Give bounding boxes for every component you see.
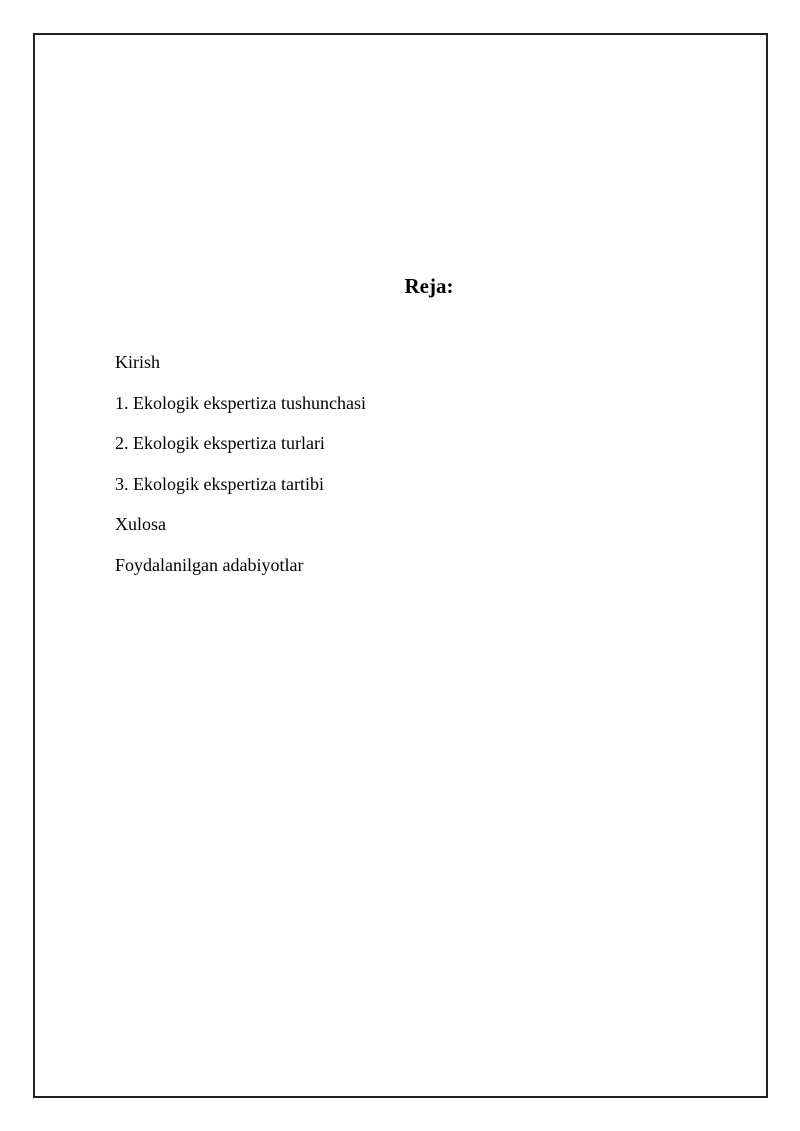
plan-item-3: 3. Ekologik ekspertiza tartibi	[115, 473, 324, 494]
plan-list	[115, 350, 366, 594]
plan-item-conclusion: Xulosa	[115, 514, 166, 535]
plan-item-2: 2. Ekologik ekspertiza turlari	[115, 433, 325, 454]
plan-item-intro: Kirish	[115, 352, 160, 372]
page-title: Reja:	[404, 274, 454, 298]
plan-item-1: 1. Ekologik ekspertiza tushunchasi	[115, 392, 366, 413]
plan-item-references: Foydalanilgan adabiyotlar	[115, 554, 304, 575]
